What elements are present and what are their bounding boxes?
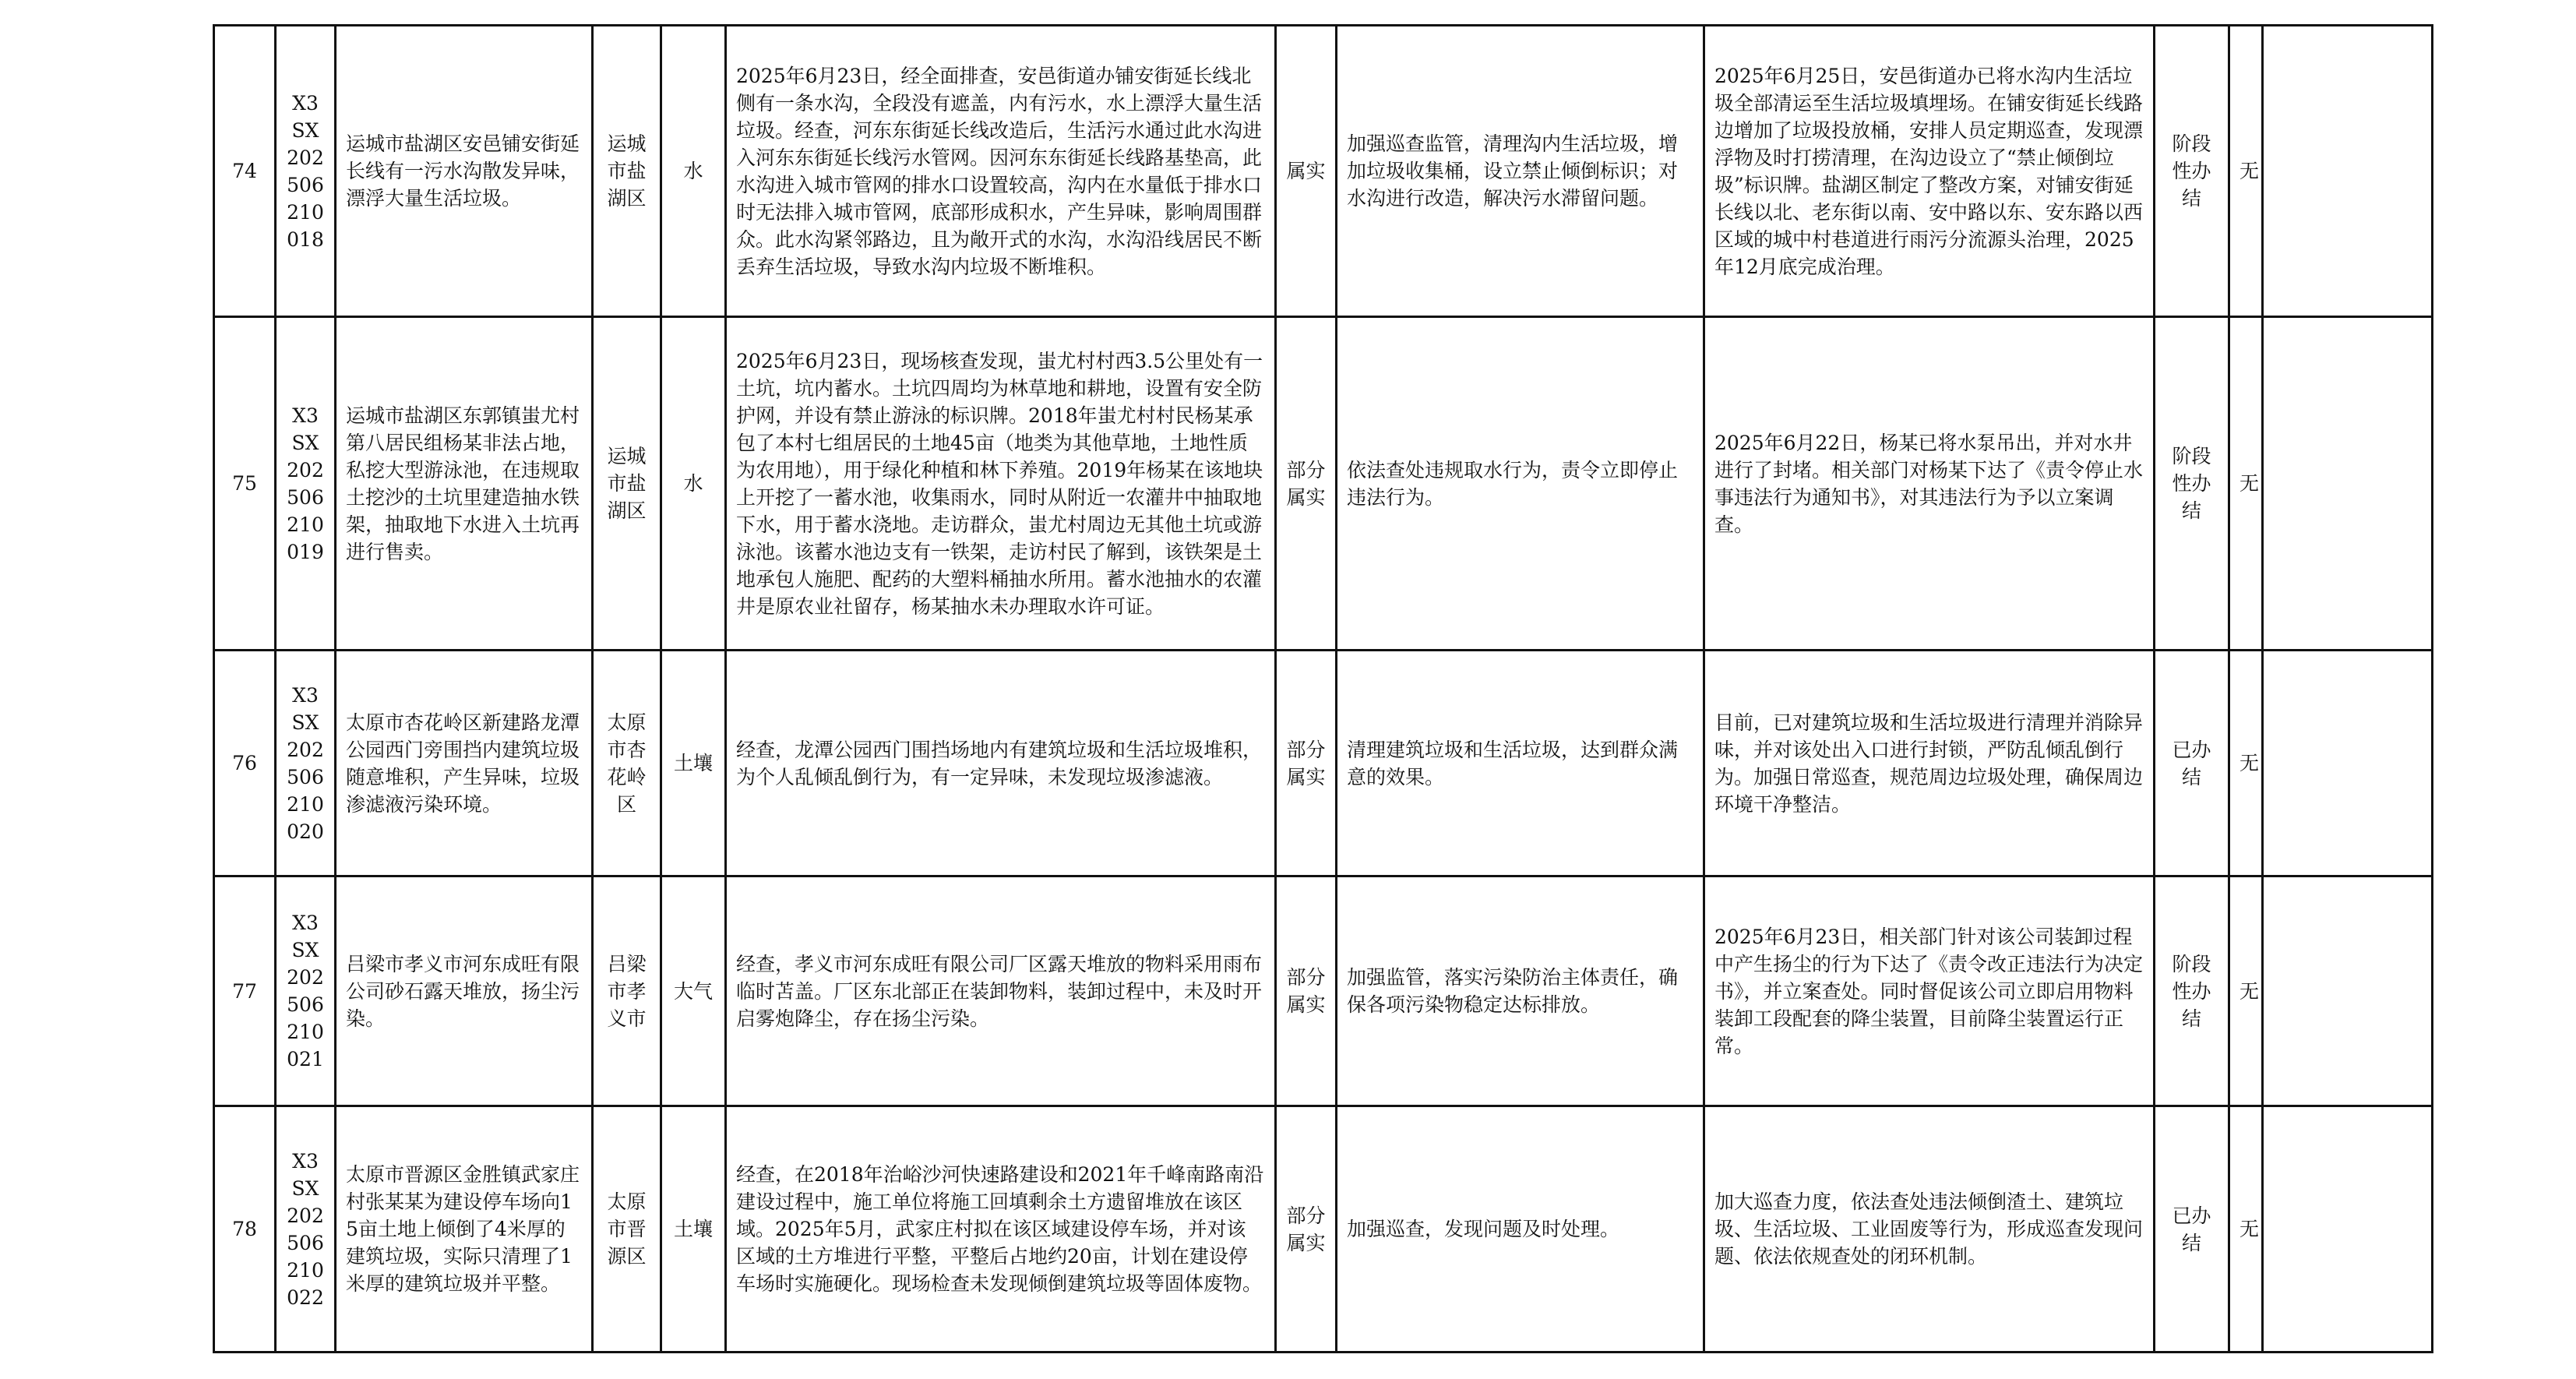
rectification-result: 2025年6月23日，相关部门针对该公司装卸过程中产生扬尘的行为下达了《责令改正违法行为决定书》，并立案查处。同时督促该公司立即启用物料装卸工段配套的降尘装置，目前降尘装置运行正常。 <box>1704 876 2155 1106</box>
blank-cell <box>2263 1106 2433 1353</box>
petition-table <box>213 24 2433 1353</box>
blank-cell <box>2263 317 2433 651</box>
rectification-result: 2025年6月22日，杨某已将水泵吊出，并对水井进行了封堵。相关部门对杨某下达了《责令停止水事违法行为通知书》，对其违法行为予以立案调查。 <box>1704 317 2155 651</box>
rectification-result: 2025年6月25日，安邑街道办已将水沟内生活垃圾全部清运至生活垃圾填埋场。在铺安街延长线路边增加了垃圾投放桶，安排人员定期巡查，发现漂浮物及时打捞清理，在沟边设立了“禁止倾倒垃圾”标识牌。盐湖区制定了整改方案，对铺安街延长线以北、老东街以南、安中路以东、安东路以西区域的城中村巷道进行雨污分流源头治理，2025年12月底完成治理。 <box>1704 26 2155 317</box>
complaint-description: 太原市杏花岭区新建路龙潭公园西门旁围挡内建筑垃圾随意堆积，产生异味，垃圾渗滤液污染环境。 <box>336 651 593 876</box>
accountability: 无 <box>2229 1106 2263 1353</box>
investigation-finding: 2025年6月23日，现场核查发现，蚩尤村村西3.5公里处有一土坑，坑内蓄水。土坑四周均为林草地和耕地，设置有安全防护网，并设有禁止游泳的标识牌。2018年蚩尤村村民杨某承包了本村七组居民的土地45亩（地类为其他草地，土地性质为农用地），用于绿化种植和林下养殖。2019年杨某在该地块上开挖了一蓄水池，收集雨水，同时从附近一农灌井中抽取地下水，用于蓄水浇地。走访群众，蚩尤村周边无其他土坑或游泳池。该蓄水池边支有一铁架，走访村民了解到，该铁架是土地承包人施肥、配药的大塑料桶抽水所用。蓄水池抽水的农灌井是原农业社留存，杨某抽水未办理取水许可证。 <box>726 317 1276 651</box>
rectification-measures: 加强巡查监管，清理沟内生活垃圾，增加垃圾收集桶，设立禁止倾倒标识；对水沟进行改造，解决污水滞留问题。 <box>1337 26 1704 317</box>
table-row <box>214 1106 2433 1353</box>
complaint-description: 运城市盐湖区东郭镇蚩尤村第八居民组杨某非法占地，私挖大型游泳池，在违规取土挖沙的土坑里建造抽水铁架，抽取地下水进入土坑再进行售卖。 <box>336 317 593 651</box>
admin-area: 太原市杏花岭区 <box>593 651 661 876</box>
rectification-result: 加大巡查力度，依法查处违法倾倒渣土、建筑垃圾、生活垃圾、工业固废等行为，形成巡查发现问题、依法依规查处的闭环机制。 <box>1704 1106 2155 1353</box>
admin-area: 运城市盐湖区 <box>593 317 661 651</box>
accountability: 无 <box>2229 651 2263 876</box>
investigation-finding: 2025年6月23日，经全面排查，安邑街道办铺安街延长线北侧有一条水沟，全段没有遮盖，内有污水，水上漂浮大量生活垃圾。经查，河东东街延长线改造后，生活污水通过此水沟进入河东东街延长线污水管网。因河东东街延长线路基垫高，此水沟进入城市管网的排水口设置较高，沟内在水量低于排水口时无法排入城市管网，底部形成积水，产生异味，影响周围群众。此水沟紧邻路边，且为敞开式的水沟，水沟沿线居民不断丢弃生活垃圾，导致水沟内垃圾不断堆积。 <box>726 26 1276 317</box>
rectification-result: 目前，已对建筑垃圾和生活垃圾进行清理并消除异味，并对该处出入口进行封锁，严防乱倾乱倒行为。加强日常巡查，规范周边垃圾处理，确保周边环境干净整洁。 <box>1704 651 2155 876</box>
row-index: 74 <box>214 26 276 317</box>
investigation-finding: 经查，在2018年治峪沙河快速路建设和2021年千峰南路南沿建设过程中，施工单位将施工回填剩余土方遗留堆放在该区域。2025年5月，武家庄村拟在该区域建设停车场，并对该区域的土方堆进行平整，平整后占地约20亩，计划在建设停车场时实施硬化。现场检查未发现倾倒建筑垃圾等固体废物。 <box>726 1106 1276 1353</box>
case-code: X3SX202506210018 <box>276 26 336 317</box>
case-code: X3SX202506210019 <box>276 317 336 651</box>
case-status: 阶段性办结 <box>2155 317 2229 651</box>
case-status: 已办结 <box>2155 1106 2229 1353</box>
verdict: 部分属实 <box>1276 876 1337 1106</box>
accountability: 无 <box>2229 876 2263 1106</box>
row-index: 78 <box>214 1106 276 1353</box>
admin-area: 吕梁市孝义市 <box>593 876 661 1106</box>
table-row <box>214 317 2433 651</box>
verdict: 属实 <box>1276 26 1337 317</box>
complaint-description: 太原市晋源区金胜镇武家庄村张某某为建设停车场向15亩土地上倾倒了4米厚的建筑垃圾，实际只清理了1米厚的建筑垃圾并平整。 <box>336 1106 593 1353</box>
case-code: X3SX202506210021 <box>276 876 336 1106</box>
table-row <box>214 26 2433 317</box>
verdict: 部分属实 <box>1276 317 1337 651</box>
accountability: 无 <box>2229 317 2263 651</box>
blank-cell <box>2263 651 2433 876</box>
row-index: 76 <box>214 651 276 876</box>
case-code: X3SX202506210022 <box>276 1106 336 1353</box>
rectification-measures: 依法查处违规取水行为，责令立即停止违法行为。 <box>1337 317 1704 651</box>
case-status: 阶段性办结 <box>2155 26 2229 317</box>
pollution-type: 土壤 <box>661 1106 726 1353</box>
case-status: 已办结 <box>2155 651 2229 876</box>
pollution-type: 水 <box>661 317 726 651</box>
table-row <box>214 876 2433 1106</box>
pollution-type: 土壤 <box>661 651 726 876</box>
row-index: 75 <box>214 317 276 651</box>
rectification-measures: 清理建筑垃圾和生活垃圾，达到群众满意的效果。 <box>1337 651 1704 876</box>
complaint-description: 运城市盐湖区安邑铺安街延长线有一污水沟散发异味，漂浮大量生活垃圾。 <box>336 26 593 317</box>
petition-table-sheet <box>213 24 2431 1351</box>
row-index: 77 <box>214 876 276 1106</box>
admin-area: 太原市晋源区 <box>593 1106 661 1353</box>
admin-area: 运城市盐湖区 <box>593 26 661 317</box>
rectification-measures: 加强巡查，发现问题及时处理。 <box>1337 1106 1704 1353</box>
table-row <box>214 651 2433 876</box>
blank-cell <box>2263 26 2433 317</box>
blank-cell <box>2263 876 2433 1106</box>
complaint-description: 吕梁市孝义市河东成旺有限公司砂石露天堆放，扬尘污染。 <box>336 876 593 1106</box>
investigation-finding: 经查，孝义市河东成旺有限公司厂区露天堆放的物料采用雨布临时苫盖。厂区东北部正在装卸物料，装卸过程中，未及时开启雾炮降尘，存在扬尘污染。 <box>726 876 1276 1106</box>
verdict: 部分属实 <box>1276 651 1337 876</box>
rectification-measures: 加强监管，落实污染防治主体责任，确保各项污染物稳定达标排放。 <box>1337 876 1704 1106</box>
accountability: 无 <box>2229 26 2263 317</box>
pollution-type: 大气 <box>661 876 726 1106</box>
investigation-finding: 经查，龙潭公园西门围挡场地内有建筑垃圾和生活垃圾堆积，为个人乱倾乱倒行为，有一定异味，未发现垃圾渗滤液。 <box>726 651 1276 876</box>
case-code: X3SX202506210020 <box>276 651 336 876</box>
pollution-type: 水 <box>661 26 726 317</box>
case-status: 阶段性办结 <box>2155 876 2229 1106</box>
verdict: 部分属实 <box>1276 1106 1337 1353</box>
